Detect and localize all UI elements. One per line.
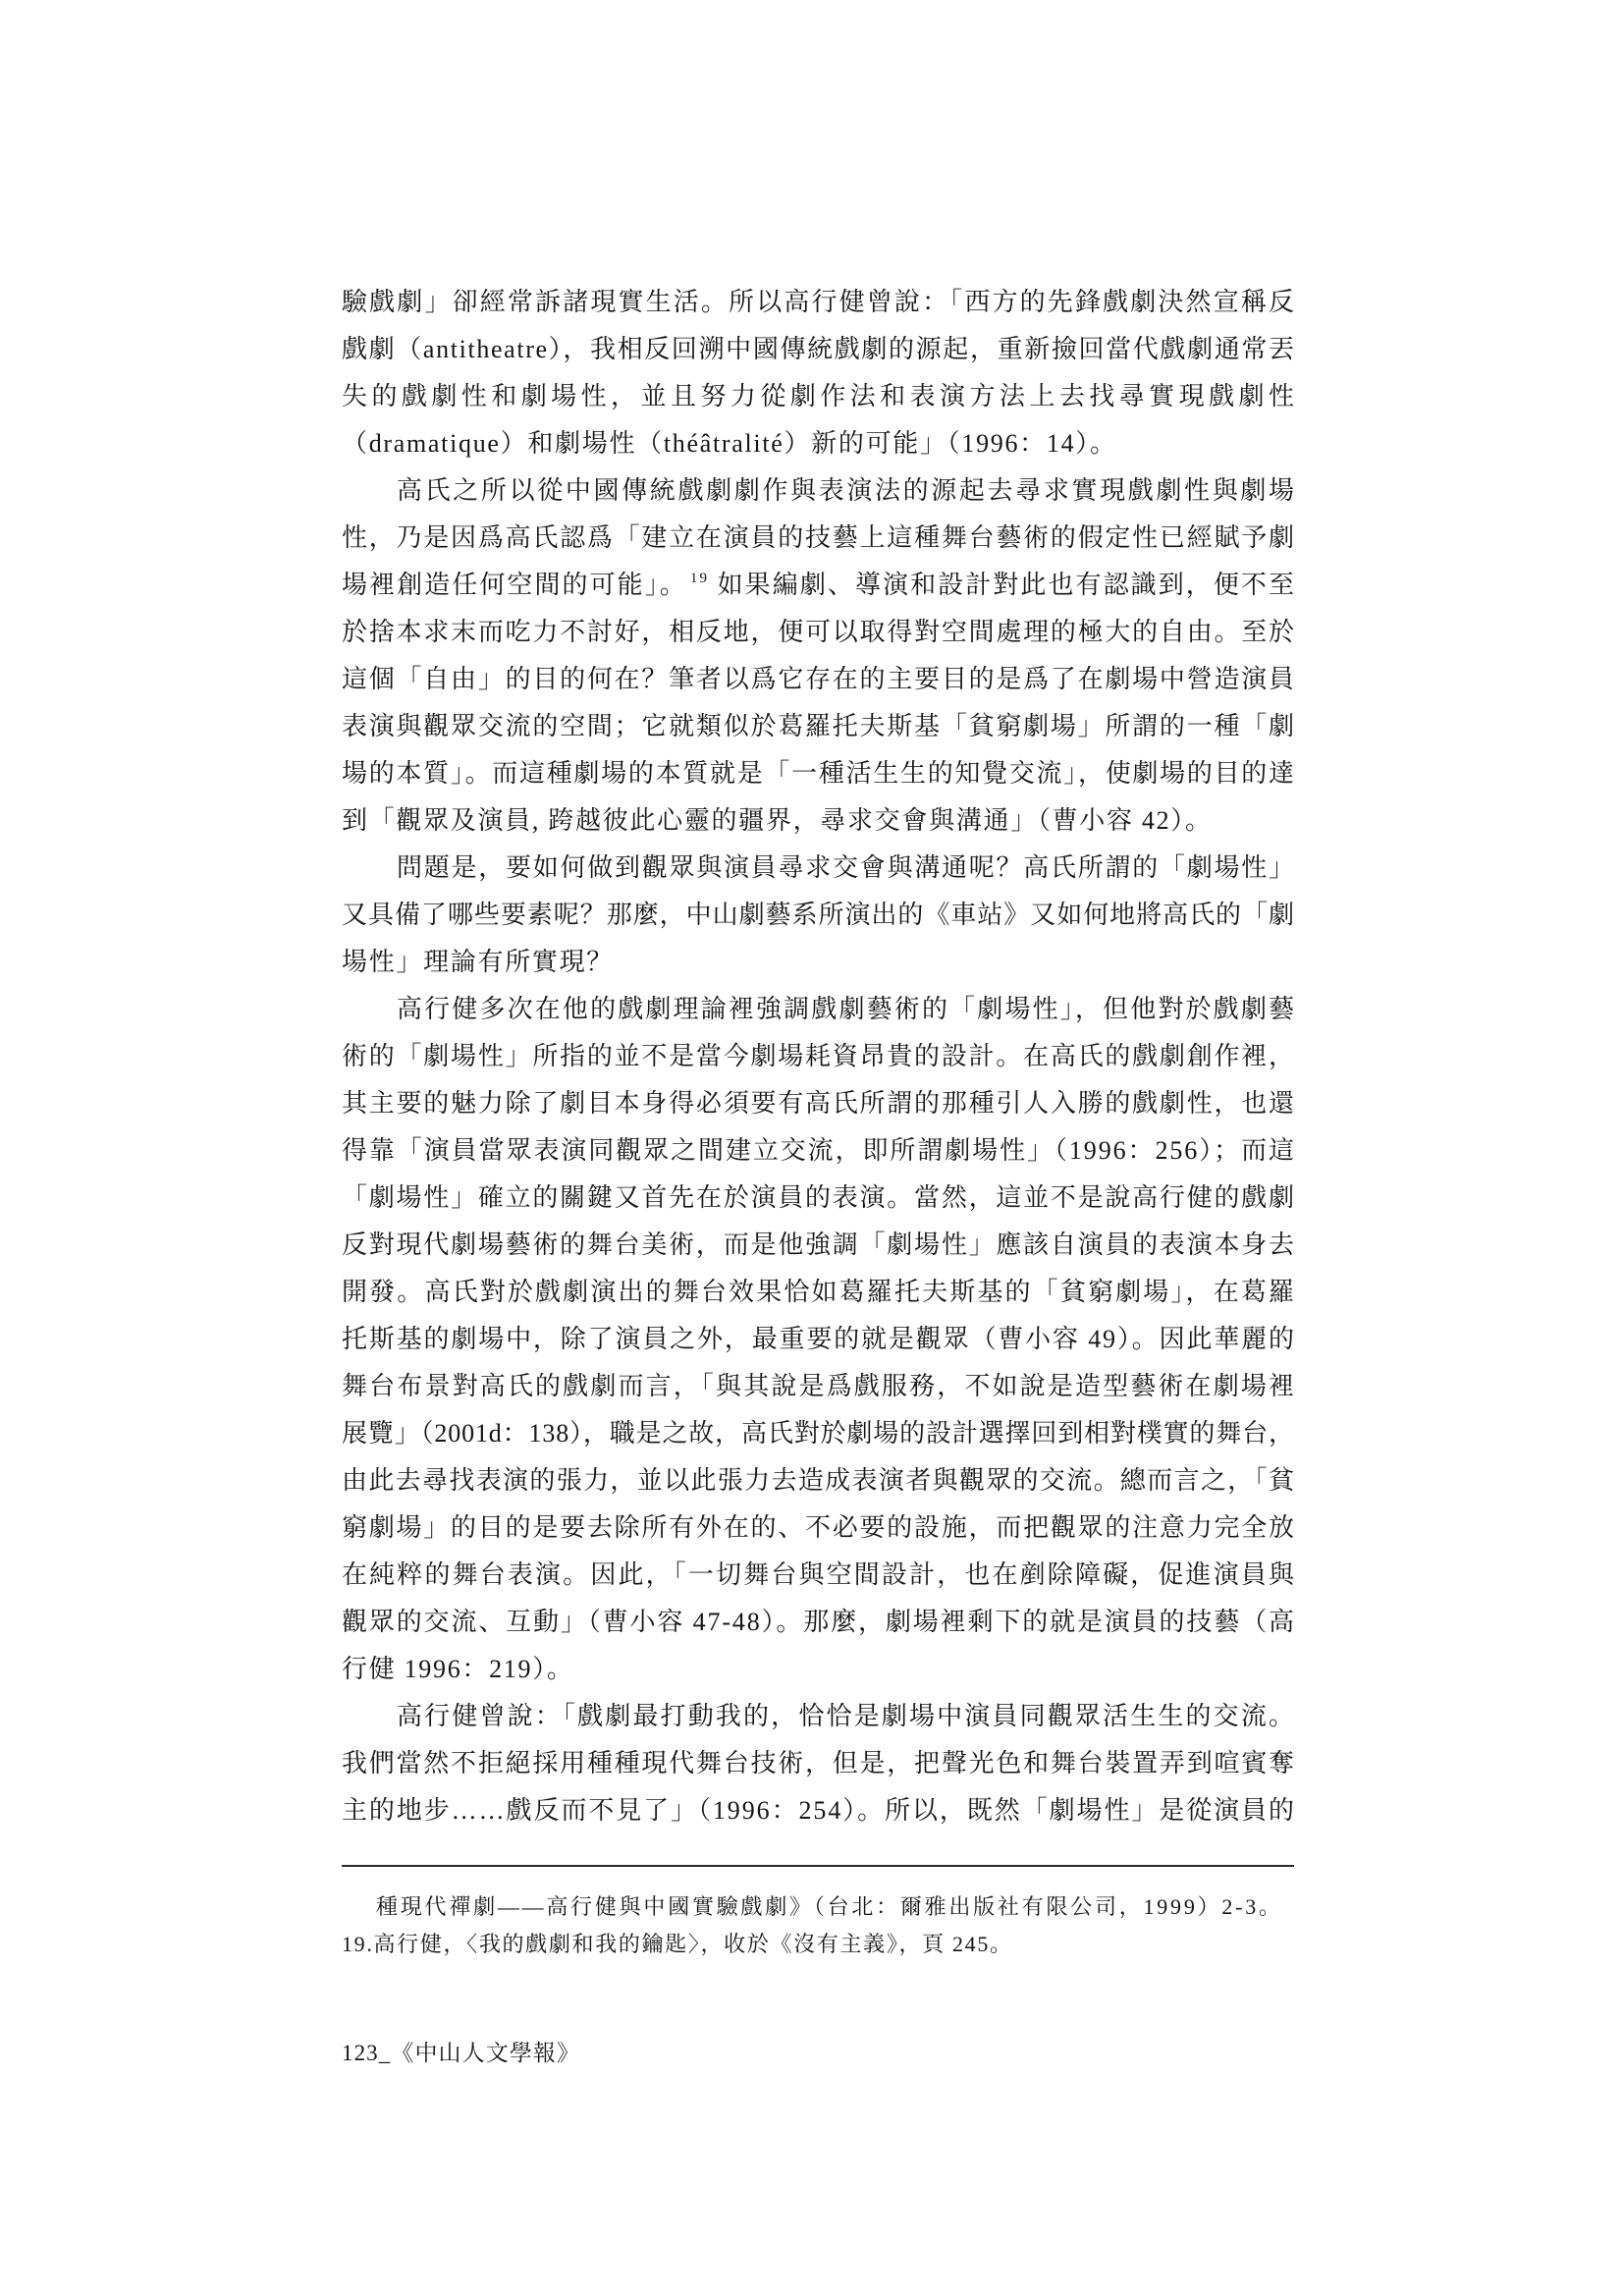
footnote-ref: 19 xyxy=(689,571,710,586)
body-line: 反對現代劇場藝術的舞台美術，而是他強調「劇場性」應該自演員的表演本身去 xyxy=(342,1230,1296,1259)
footnotes xyxy=(342,1888,1294,1963)
body-line: 術的「劇場性」所指的並不是當今劇場耗資昂貴的設計。在高氏的戲劇創作裡， xyxy=(342,1042,1296,1070)
body-line: 得靠「演員當眾表演同觀眾之間建立交流，即所謂劇場性」（1996：256）；而這 xyxy=(342,1136,1296,1165)
body-line: 高行健曾說：「戲劇最打動我的，恰恰是劇場中演員同觀眾活生生的交流。 xyxy=(397,1702,1297,1730)
body-line-text: 場裡創造任何空間的可能」。 xyxy=(342,571,687,599)
body-line: 舞台布景對高氏的戲劇而言，「與其說是爲戲服務，不如說是造型藝術在劇場裡 xyxy=(342,1372,1297,1400)
body-line: 高行健多次在他的戲劇理論裡強調戲劇藝術的「劇場性」，但他對於戲劇藝 xyxy=(397,995,1297,1023)
paragraph xyxy=(342,986,1297,1693)
body-line: 托斯基的劇場中，除了演員之外，最重要的就是觀眾（曹小容 49）。因此華麗的 xyxy=(342,1325,1296,1353)
body-line: 在純粹的舞台表演。因此，「一切舞台與空間設計，也在剷除障礙，促進演員與 xyxy=(342,1560,1297,1589)
paragraph xyxy=(342,279,1299,467)
body-line: 問題是，要如何做到觀眾與演員尋求交會與溝通呢？高氏所謂的「劇場性」 xyxy=(397,853,1296,882)
body-line: 高氏之所以從中國傳統戲劇劇作與表演法的源起去尋求實現戲劇性與劇場 xyxy=(397,476,1297,505)
article-body xyxy=(342,279,1299,1834)
body-line: 其主要的魅力除了劇目本身得必須要有高氏所謂的那種引人入勝的戲劇性，也還 xyxy=(342,1089,1296,1118)
paragraph xyxy=(342,845,1294,986)
running-footer: 123_《中山人文學報》 xyxy=(342,2041,581,2065)
body-line xyxy=(342,562,1297,609)
footnote: 種現代禪劇——高行健與中國實驗戲劇》（台北：爾雅出版社有限公司，1999）2-3。 xyxy=(376,1894,1283,1919)
paragraph xyxy=(342,467,1297,845)
body-line: 這個「自由」的目的何在？筆者以爲它存在的主要目的是爲了在劇場中營造演員 xyxy=(342,665,1296,693)
body-line: 觀眾的交流、互動」（曹小容 47-48）。那麼，劇場裡剩下的就是演員的技藝（高 xyxy=(342,1608,1296,1636)
body-line: 性，乃是因爲高氏認爲「建立在演員的技藝上這種舞台藝術的假定性已經賦予劇 xyxy=(342,523,1296,552)
body-line-text: 如果編劇、導演和設計對此也有認識到，便不至 xyxy=(709,571,1297,599)
body-line: 由此去尋找表演的張力，並以此張力去造成表演者與觀眾的交流。總而言之，「貧 xyxy=(342,1466,1296,1495)
body-line: 「劇場性」確立的關鍵又首先在於演員的表演。當然，這並不是說高行健的戲劇 xyxy=(342,1183,1296,1212)
footnote-separator xyxy=(342,1865,1294,1867)
body-line: 我們當然不拒絕採用種種現代舞台技術，但是，把聲光色和舞台裝置弄到喧賓奪 xyxy=(342,1749,1296,1777)
body-line: 窮劇場」的目的是要去除所有外在的、不必要的設施，而把觀眾的注意力完全放 xyxy=(342,1513,1296,1542)
body-line: 失的戲劇性和劇場性，並且努力從劇作法和表演方法上去找尋實現戲劇性 xyxy=(342,382,1299,410)
paragraph xyxy=(342,1693,1297,1834)
body-line: 場的本質」。而這種劇場的本質就是「一種活生生的知覺交流」，使劇場的目的達 xyxy=(342,759,1296,788)
body-line: 戲劇（antitheatre），我相反回溯中國傳統戲劇的源起，重新撿回當代戲劇通常丟 xyxy=(342,335,1296,363)
body-line: 到「觀眾及演員, 跨越彼此心靈的疆界，尋求交會與溝通」（曹小容 42）。 xyxy=(342,806,1213,835)
body-line: 驗戲劇」卻經常訴諸現實生活。所以高行健曾說：「西方的先鋒戲劇決然宣稱反 xyxy=(342,288,1297,316)
body-line: 場性」理論有所實現？ xyxy=(342,948,615,976)
body-line: 主的地步……戲反而不見了」（1996：254）。所以，既然「劇場性」是從演員的 xyxy=(342,1796,1296,1825)
body-line: 表演與觀眾交流的空間；它就類似於葛羅托夫斯基「貧窮劇場」所謂的一種「劇 xyxy=(342,712,1296,740)
body-line: 又具備了哪些要素呢？那麼，中山劇藝系所演出的《車站》又如何地將高氏的「劇 xyxy=(342,901,1295,929)
body-line: 展覽」（2001d：138），職是之故，高氏對於劇場的設計選擇回到相對樸實的舞台， xyxy=(342,1419,1295,1448)
footnote: 19.高行健，〈我的戲劇和我的鑰匙〉，收於《沒有主義》，頁 245。 xyxy=(342,1932,1013,1956)
body-line: 行健 1996：219）。 xyxy=(342,1655,574,1683)
body-line: （dramatique）和劇場性（théâtralité）新的可能」（1996：14）。 xyxy=(342,429,1117,458)
body-line: 於捨本求末而吃力不討好，相反地，便可以取得對空間處理的極大的自由。至於 xyxy=(342,618,1296,646)
body-line: 開發。高氏對於戲劇演出的舞台效果恰如葛羅托夫斯基的「貧窮劇場」，在葛羅 xyxy=(342,1278,1297,1306)
